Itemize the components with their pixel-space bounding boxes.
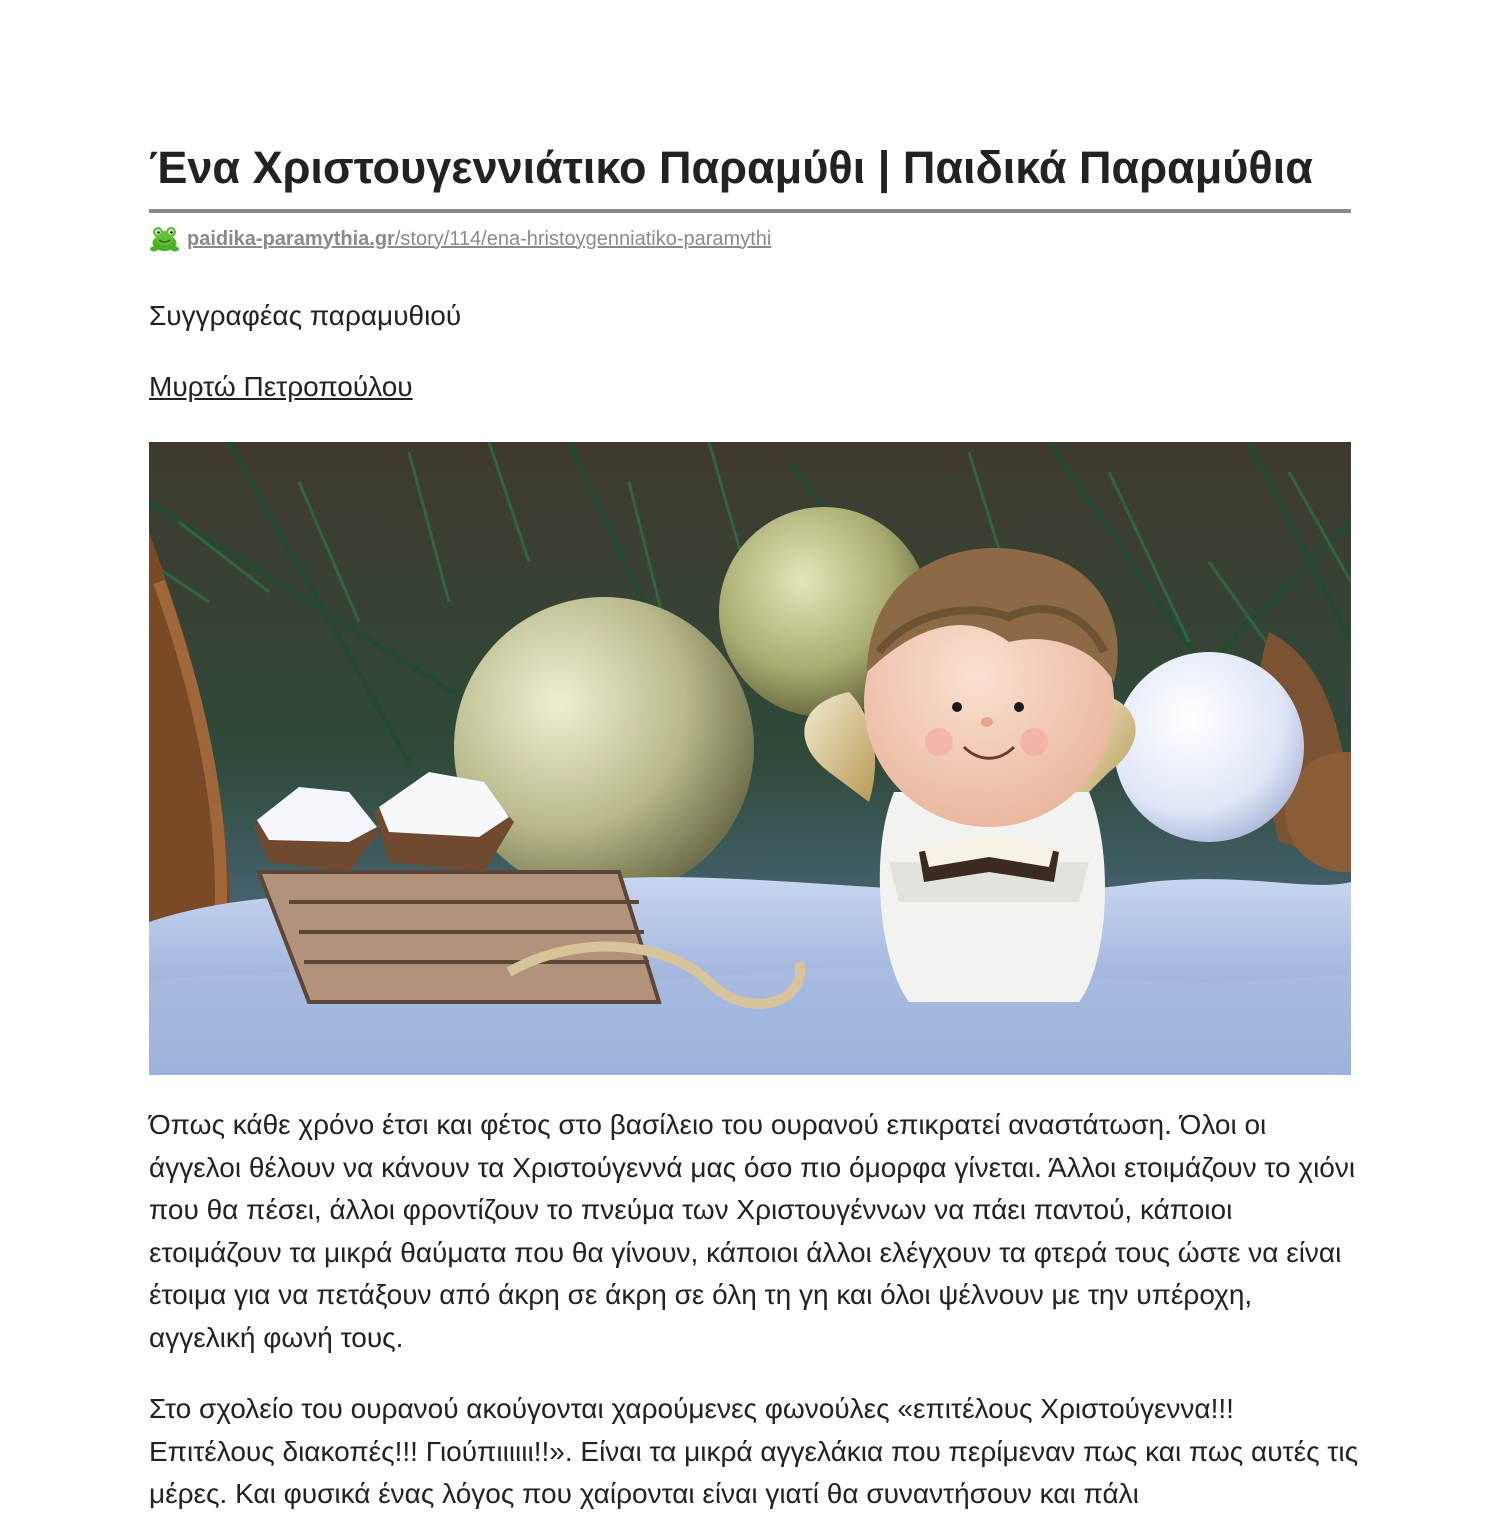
author-label: Συγγραφέας παραμυθιού (149, 300, 462, 331)
story-paragraph-2: Στο σχολείο του ουρανού ακούγονται χαρούμενες φωνούλες «επιτέλους Χριστούγεννα!!! Επιτέλους διακοπές!!! Γιούπιιιιιι!!». Είναι τα μικρά αγγελάκια που περίμεναν πως και πως αυτές τις μέρες. Και φυσικά ένας λόγος που χαίρονται είναι γιατί θα συναντήσουν και πάλι (149, 1393, 1359, 1510)
christmas-angel-illustration (149, 442, 1351, 1075)
source-path: /story/114/ena-hristoygenniatiko-paramythi (394, 227, 772, 250)
frog-icon (149, 225, 180, 253)
source-line (149, 225, 771, 253)
title-divider (149, 209, 1351, 213)
page-title: Ένα Χριστουγεννιάτικο Παραμύθι | Παιδικά Παραμύθια (149, 142, 1313, 193)
author-link[interactable]: Μυρτώ Πετροπούλου (149, 371, 413, 402)
source-domain: paidika-paramythia.gr (187, 227, 395, 250)
hero-image (149, 442, 1351, 1075)
story-paragraph-1: Όπως κάθε χρόνο έτσι και φέτος στο βασίλειο του ουρανού επικρατεί αναστάτωση. Όλοι οι άγγελοι θέλουν να κάνουν τα Χριστούγεννά μας όσο πιο όμορφα γίνεται. Άλλοι ετοιμάζουν το χιόνι που θα πέσει, άλλοι φροντίζουν το πνεύμα των Χριστουγέννων να πάει παντού, κάποιοι ετοιμάζουν τα μικρά θαύματα που θα γίνουν, κάποιοι άλλοι ελέγχουν τα φτερά τους ώστε να είναι έτοιμα για να πετάξουν από άκρη σε άκρη σε όλη τη γη και όλοι ψέλνουν με την υπέροχη, αγγελική φωνή τους. (149, 1109, 1356, 1353)
source-link[interactable] (187, 228, 771, 251)
